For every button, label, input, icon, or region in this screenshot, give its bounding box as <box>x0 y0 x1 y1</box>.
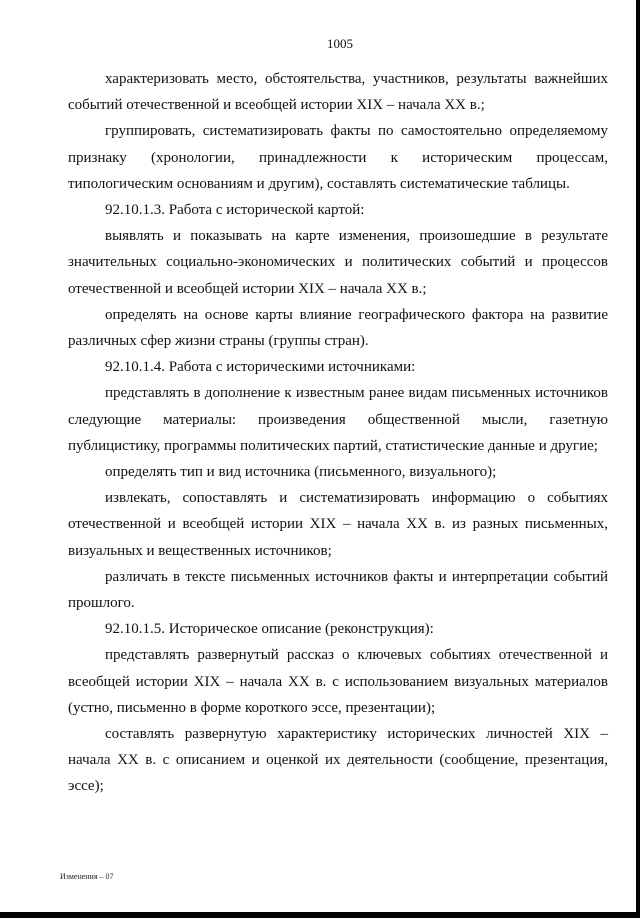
paragraph-geographic-factor: определять на основе карты влияние географического фактора на развитие различных сфер жизни страны (группы стран). <box>68 306 608 350</box>
page-number: 1005 <box>327 36 353 51</box>
paragraph-extract-information: извлекать, сопоставлять и систематизировать информацию о событиях отечественной и всеобщей истории XIX – начала XX в. из разных письменных, визуальных и вещественных источников; <box>68 490 608 559</box>
section-heading-historical-sources: 92.10.1.4. Работа с историческими источниками: <box>105 359 416 376</box>
paragraph-source-type: определять тип и вид источника (письменного, визуального); <box>105 464 497 481</box>
paragraph-characterize-events: характеризовать место, обстоятельства, участников, результаты важнейших событий отечественной и всеобщей истории XIX – начала XX в.; <box>68 71 608 114</box>
paragraph-detailed-story: представлять развернутый рассказ о ключевых событиях отечественной и всеобщей истории XIX – начала XX в. с использованием визуальных материалов (устно, письменно в форме короткого эссе, презентации); <box>68 647 608 716</box>
scan-edge-right <box>636 0 640 918</box>
section-heading-historical-map: 92.10.1.3. Работа с исторической картой: <box>105 202 365 219</box>
paragraph-show-changes-on-map: выявлять и показывать на карте изменения, произошедшие в результате значительных социально-экономических и политических событий и процессов отечественной и всеобщей истории XIX – начала XX в.; <box>68 228 608 297</box>
paragraph-source-materials: представлять в дополнение к известным ранее видам письменных источников следующие материалы: произведения общественной мысли, газетную публицистику, программы политических партий, статистические данные и другие; <box>68 385 608 454</box>
footer-revision-note: Изменения – 07 <box>60 872 114 881</box>
paragraph-facts-interpretations: различать в тексте письменных источников факты и интерпретации событий прошлого. <box>68 568 608 612</box>
section-heading-historical-description: 92.10.1.5. Историческое описание (реконструкция): <box>105 621 434 638</box>
paragraph-personality-characteristics: составлять развернутую характеристику исторических личностей XIX – начала XX в. с описанием и оценкой их деятельности (сообщение, презентация, эссе); <box>68 726 608 795</box>
paragraph-group-facts: группировать, систематизировать факты по самостоятельно определяемому признаку (хронологии, принадлежности к историческим процессам, типологическим основаниям и другим), составлять систематические таблицы. <box>68 123 608 192</box>
body-text <box>68 66 608 800</box>
scan-edge-bottom <box>0 912 640 918</box>
